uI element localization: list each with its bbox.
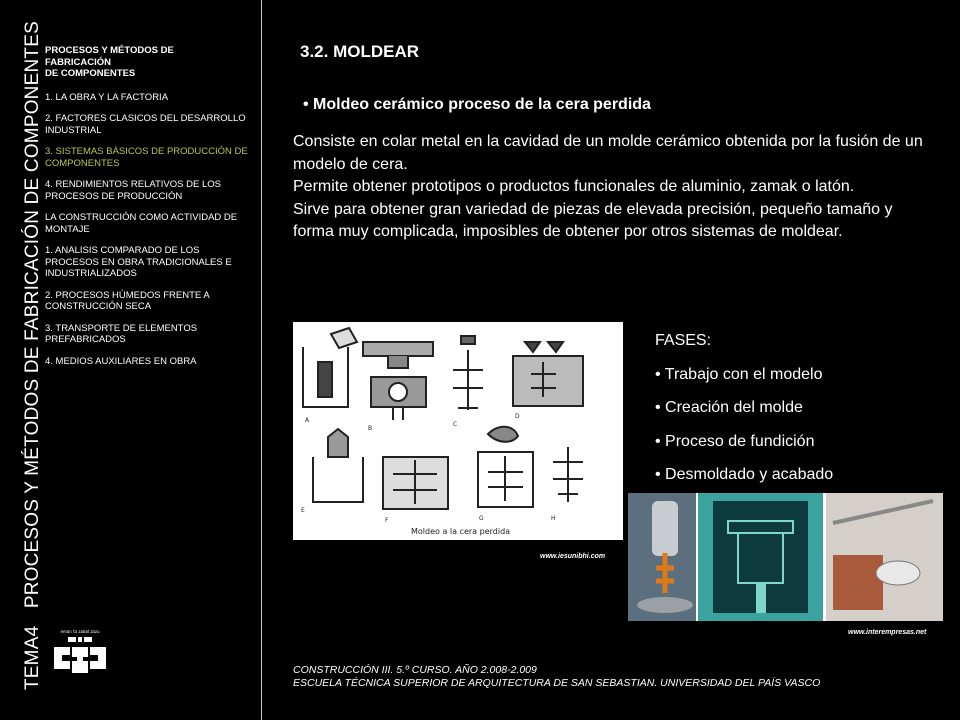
subject-label: PROCESOS Y MÉTODOS DE FABRICACIÓN DE COMPONENTES (22, 21, 43, 609)
panel-label: G (479, 515, 484, 522)
paragraph: Sirve para obtener gran variedad de piezas de elevada precisión, pequeño tamaño y forma muy complicada, imposibles de obtener por otros sistemas de moldear. (293, 200, 893, 240)
panel-label: F (385, 517, 389, 524)
phases-title: FASES: (655, 332, 712, 349)
panel-label: B (368, 425, 373, 432)
body-text (293, 131, 923, 244)
phase-item: • Proceso de fundición (655, 432, 815, 450)
phases-list (655, 324, 833, 492)
figure-caption: Moldeo a la cera perdida (411, 527, 511, 536)
vertical-title (0, 0, 43, 720)
panel-label: E (301, 507, 305, 514)
sidebar-heading: PROCESOS Y MÉTODOS DE FABRICACIÓN DE COMPONENTES (45, 45, 174, 79)
paragraph: Consiste en colar metal en la cavidad de un molde cerámico obtenida por la fusión de un modelo de cera. (293, 133, 923, 173)
lost-wax-diagram (293, 322, 623, 540)
panel-label: D (515, 413, 520, 420)
sidebar-item-construccion-montaje[interactable]: LA CONSTRUCCIÓN COMO ACTIVIDAD DE MONTAJE (45, 212, 238, 235)
panel-label: A (305, 417, 310, 424)
divider (261, 0, 262, 720)
sidebar-item-factores[interactable]: 2. FACTORES CLASICOS DEL DESARROLLO INDUSTRIAL (45, 113, 246, 136)
sidebar-item-rendimientos[interactable]: 4. RENDIMIENTOS RELATIVOS DE LOS PROCESOS DE PRODUCCIÓN (45, 179, 221, 202)
university-logo (50, 625, 110, 685)
tema-label: TEMA4 (22, 625, 43, 690)
casting-photos (628, 493, 943, 621)
phase-item: • Desmoldado y acabado (655, 466, 834, 483)
sidebar-item-analisis[interactable]: 1. ANALISIS COMPARADO DE LOS PROCESOS EN OBRA TRADICIONALES E INDUSTRIALIZADOS (45, 245, 232, 279)
phase-item: • Creación del molde (655, 399, 803, 416)
logo-tagline: eman ta zabal zazu (60, 629, 100, 634)
sidebar-item-transporte[interactable]: 3. TRANSPORTE DE ELEMENTOS PREFABRICADOS (45, 322, 198, 345)
panel-label: H (551, 515, 556, 522)
footer-school: ESCUELA TÉCNICA SUPERIOR DE ARQUITECTURA DE SAN SEBASTIAN. UNIVERSIDAD DEL PAÍS VASCO (293, 677, 821, 689)
sidebar (45, 45, 255, 377)
sidebar-item-medios[interactable]: 4. MEDIOS AUXILIARES EN OBRA (45, 355, 197, 367)
sidebar-item-la-obra[interactable]: 1. LA OBRA Y LA FACTORIA (45, 91, 169, 103)
sidebar-item-sistemas-basicos[interactable]: 3. SISTEMAS BÁSICOS DE PRODUCCIÓN DE COMPONENTES (45, 146, 248, 169)
figure1-credit[interactable]: www.iesunibhi.com (540, 553, 606, 560)
section-title: 3.2. MOLDEAR (300, 42, 420, 61)
figure2-credit[interactable]: www.interempresas.net (848, 629, 927, 636)
bullet-title: • Moldeo cerámico proceso de la cera perdida (303, 96, 651, 113)
sidebar-item-procesos-humedos[interactable]: 2. PROCESOS HÚMEDOS FRENTE A CONSTRUCCIÓN SECA (45, 289, 210, 312)
phase-item: • Trabajo con el modelo (655, 365, 823, 383)
footer-course: CONSTRUCCIÓN III. 5.º CURSO. AÑO 2.008-2.009 (293, 664, 537, 676)
footer (293, 664, 820, 690)
paragraph: Permite obtener prototipos o productos funcionales de aluminio, zamak o latón. (293, 178, 855, 195)
panel-label: C (453, 421, 458, 428)
